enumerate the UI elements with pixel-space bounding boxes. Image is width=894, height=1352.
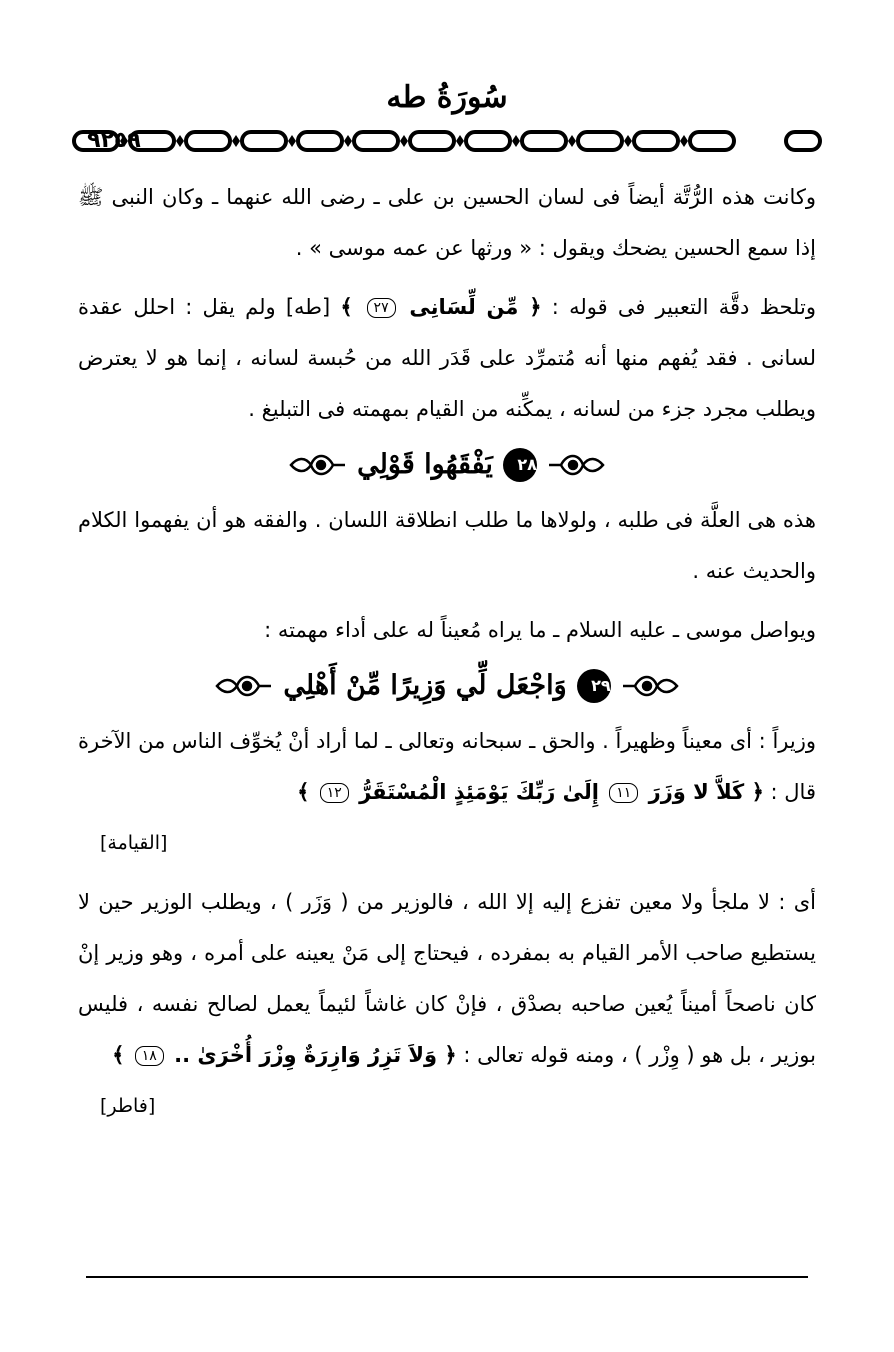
quran-quote: ﴿ وَلاَ تَزِرُ وَازِرَةٌ وِزْرَ أُخْرَىٰ .. xyxy=(166,1043,457,1067)
paragraph-hussein: وكانت هذه الرُّتَّة أيضاً فى لسان الحسين بن على ـ رضى الله عنهما ـ وكان النبى ﷺ إذا سمع الحسين يضحك ويقول : « ورثها عن عمه موسى » . xyxy=(78,185,816,260)
paragraph-musa: ويواصل موسى ـ عليه السلام ـ ما يراه مُعيناً له على أداء مهمته : xyxy=(264,618,816,642)
quran-quote: ﴿ مِّن لِّسَانِى xyxy=(398,295,542,319)
surah-reference: [فاطر] xyxy=(100,1095,156,1117)
header-ornament-band xyxy=(70,126,824,156)
verse-number-badge: ٢٩ xyxy=(577,669,611,703)
book-page xyxy=(70,60,824,1290)
floral-ornament-icon xyxy=(621,671,679,701)
ayah-number: ١٨ xyxy=(135,1046,164,1066)
page-body xyxy=(78,172,816,1132)
ayah-number: ١٢ xyxy=(320,783,349,803)
footer-rule xyxy=(86,1276,808,1278)
paragraph-reason: هذه هى العلَّة فى طلبه ، ولولاها ما طلب انطلاقة اللسان . والفقه هو أن يفهموا الكلام والحديث عنه . xyxy=(78,508,816,583)
verse-banner-28 xyxy=(78,435,816,495)
ayah-number: ٢٧ xyxy=(367,298,396,318)
reference-line xyxy=(78,1081,816,1132)
paragraph-text: وزيراً : أى معيناً وظهيراً . والحق ـ سبحانه وتعالى ـ لما أراد أنْ يُخوِّف الناس من الآخرة قال : xyxy=(78,729,816,804)
verse-banner-29 xyxy=(78,656,816,716)
verse-text: يَفْقَهُوا قَوْلِي xyxy=(357,449,493,480)
ayah-number: ١١ xyxy=(609,783,638,803)
verse-text: وَاجْعَل لِّي وَزِيرًا مِّنْ أَهْلِي xyxy=(283,670,567,701)
surah-reference: [القيامة] xyxy=(100,832,168,854)
verse-number-badge: ٢٨ xyxy=(503,448,537,482)
floral-ornament-icon xyxy=(215,671,273,701)
quran-quote-end: ﴾ xyxy=(297,780,317,804)
floral-ornament-icon xyxy=(547,450,605,480)
paragraph-text: أى : لا ملجأ ولا معين تفزع إليه إلا الله ، فالوزير من ( وَزَر ) ، ويطلب الوزير حين لا يستطيع صاحب الأمر القيام به بمفرده ، فيحتاج إلى مَنْ يعينه على أمره ، وهو وزير إنْ كان ناصحاً أميناً يُعين صاحبه بصدْق ، فإنْ كان غاشاً لئيماً يعمل لصالح نفسه ، فليس بوزير ، بل هو ( وِزْر ) ، ومنه قوله تعالى : xyxy=(78,890,816,1067)
chain-ornament-icon xyxy=(70,126,740,156)
quran-quote-end: ﴾ xyxy=(340,295,364,319)
paragraph-meaning xyxy=(78,877,816,1081)
paragraph-text: [طه] ولم يقل : احلل عقدة لسانى . فقد يُفهم منها أنه مُتمرِّد على قَدَر الله من حُبسة لسانه ، إنما هو لا يعترض ويطلب مجرد جزء من لسانه ، يمكِّنه من القيام بمهمته فى التبليغ . xyxy=(78,295,816,421)
quran-quote: ﴿ كَلاَّ لا وَزَرَ xyxy=(641,780,764,804)
page-number: ٩٢٥٩ xyxy=(87,128,141,153)
paragraph-expression xyxy=(78,282,816,435)
floral-ornament-icon xyxy=(289,450,347,480)
quran-quote: إِلَىٰ رَبِّكَ يَوْمَئِذٍ الْمُسْتَقَرُّ xyxy=(351,780,607,804)
paragraph-text: وتلحظ دقَّة التعبير فى قوله : xyxy=(541,295,816,319)
reference-line xyxy=(78,818,816,869)
surah-title: سُورَةُ طه xyxy=(386,80,508,115)
chain-end-icon xyxy=(782,126,824,156)
paragraph-wazir xyxy=(78,716,816,818)
quran-quote-end: ﴾ xyxy=(112,1043,132,1067)
